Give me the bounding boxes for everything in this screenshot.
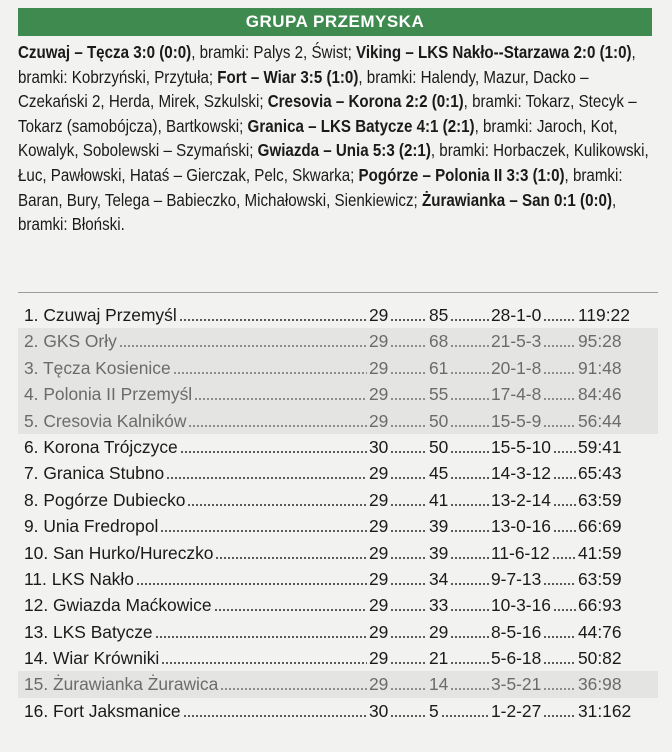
dot-leader xyxy=(441,715,489,717)
table-row xyxy=(18,566,658,592)
points: 68 xyxy=(429,331,449,352)
win-draw-loss: 1-2-27 xyxy=(491,700,542,721)
games-played: 29 xyxy=(369,410,389,431)
table-row xyxy=(18,328,658,354)
dot-leader xyxy=(543,372,576,374)
dot-leader xyxy=(390,372,427,374)
team-name: 15. Żurawianka Żurawica xyxy=(24,674,219,695)
points: 50 xyxy=(429,436,449,457)
games-played: 29 xyxy=(369,384,389,405)
standings-table xyxy=(18,302,658,724)
dot-leader xyxy=(179,319,367,321)
dot-leader xyxy=(215,557,367,559)
match-score: Żurawianka – San 0:1 (0:0) xyxy=(421,189,613,210)
points: 85 xyxy=(429,305,449,325)
dot-leader xyxy=(543,583,576,585)
dot-leader xyxy=(553,530,576,532)
points: 55 xyxy=(429,384,449,405)
table-row xyxy=(18,381,658,407)
match-score: Czuwaj – Tęcza 3:0 (0:0) xyxy=(18,42,192,62)
games-played: 29 xyxy=(369,463,389,484)
dot-leader xyxy=(183,715,367,717)
team-name: 1. Czuwaj Przemyśl xyxy=(24,305,177,325)
table-row xyxy=(18,619,658,645)
win-draw-loss: 13-2-14 xyxy=(491,489,551,510)
team-name: 6. Korona Trójczyce xyxy=(24,436,178,457)
dot-leader xyxy=(450,451,489,453)
win-draw-loss: 15-5-10 xyxy=(491,436,551,457)
dot-leader xyxy=(450,636,489,638)
match-score: Fort – Wiar 3:5 (1:0) xyxy=(217,66,359,87)
win-draw-loss: 13-0-16 xyxy=(491,516,551,537)
dot-leader xyxy=(450,477,489,479)
dot-leader xyxy=(543,715,576,717)
table-row xyxy=(18,487,658,513)
dot-leader xyxy=(390,688,427,690)
dot-leader xyxy=(166,477,367,479)
table-row xyxy=(18,302,658,328)
games-played: 29 xyxy=(369,489,389,510)
dot-leader xyxy=(450,372,489,374)
table-row xyxy=(18,540,658,566)
dot-leader xyxy=(543,398,576,400)
match-scorers: , bramki: Kobrzyński, Przytuła; xyxy=(18,42,636,87)
match-scorers: , bramki: Jaroch, Kot, Kowalyk, Sobolewski – Szymański; xyxy=(18,115,618,161)
team-name: 3. Tęcza Kosienice xyxy=(24,357,171,378)
dot-leader xyxy=(543,688,576,690)
games-played: 29 xyxy=(369,305,389,325)
goal-ratio: 56:44 xyxy=(578,410,622,431)
match-score: Pogórze – Polonia II 3:3 (1:0) xyxy=(358,164,565,185)
table-row xyxy=(18,355,658,381)
dot-leader xyxy=(553,477,576,479)
match-scorers: , bramki: Palys 2, Świst; xyxy=(191,42,357,62)
goal-ratio: 44:76 xyxy=(578,621,622,642)
dot-leader xyxy=(450,345,489,347)
team-name: 13. LKS Batycze xyxy=(24,621,153,642)
goal-ratio: 95:28 xyxy=(578,331,622,352)
points: 39 xyxy=(429,542,449,563)
goal-ratio: 65:43 xyxy=(578,463,622,484)
goal-ratio: 63:59 xyxy=(578,568,622,589)
dot-leader xyxy=(188,425,367,427)
dot-leader xyxy=(543,636,576,638)
games-played: 29 xyxy=(369,542,389,563)
dot-leader xyxy=(450,557,489,559)
games-played: 30 xyxy=(369,700,389,721)
match-scorers: , bramki: Tokarz, Stecyk – Tokarz (samobójcza), Bartkowski; xyxy=(18,91,637,136)
match-score: Gwiazda – Unia 5:3 (2:1) xyxy=(257,140,431,161)
dot-leader xyxy=(390,662,427,664)
points: 34 xyxy=(429,568,449,589)
team-name: 7. Granica Stubno xyxy=(24,463,165,484)
dot-leader xyxy=(543,662,576,664)
match-scorers: , bramki: Horbaczek, Kulikowski, Łuc, Pawłowski, Hataś – Gierczak, Pelc, Skwarka; xyxy=(18,140,649,185)
table-row xyxy=(18,671,658,697)
dot-leader xyxy=(214,609,367,611)
goal-ratio: 50:82 xyxy=(578,648,622,669)
win-draw-loss: 20-1-8 xyxy=(491,357,542,378)
team-name: 14. Wiar Krówniki xyxy=(24,648,160,669)
dot-leader xyxy=(552,557,576,559)
dot-leader xyxy=(543,425,576,427)
dot-leader xyxy=(553,609,576,611)
dot-leader xyxy=(220,688,367,690)
win-draw-loss: 10-3-16 xyxy=(491,595,551,616)
table-row xyxy=(18,698,658,724)
dot-leader xyxy=(390,504,427,506)
win-draw-loss: 5-6-18 xyxy=(491,648,542,669)
dot-leader xyxy=(553,451,576,453)
points: 45 xyxy=(429,463,449,484)
dot-leader xyxy=(450,398,489,400)
games-played: 29 xyxy=(369,621,389,642)
dot-leader xyxy=(390,345,427,347)
games-played: 29 xyxy=(369,595,389,616)
points: 50 xyxy=(429,410,449,431)
table-row xyxy=(18,645,658,671)
goal-ratio: 66:93 xyxy=(578,595,622,616)
dot-leader xyxy=(450,319,489,321)
dot-leader xyxy=(173,372,367,374)
goal-ratio: 59:41 xyxy=(578,436,622,457)
dot-leader xyxy=(553,504,576,506)
win-draw-loss: 28-1-0 xyxy=(491,305,542,325)
dot-leader xyxy=(155,636,367,638)
table-row xyxy=(18,434,658,460)
match-scorers: , bramki: Baran, Bury, Telega – Babieczko, Michałowski, Sienkiewicz; xyxy=(18,164,623,210)
dot-leader xyxy=(136,583,367,585)
team-name: 12. Gwiazda Maćkowice xyxy=(24,595,212,616)
dot-leader xyxy=(161,662,367,664)
group-title: GRUPA PRZEMYSKA xyxy=(245,12,425,31)
dot-leader xyxy=(543,319,576,321)
points: 21 xyxy=(429,648,449,669)
table-row xyxy=(18,592,658,618)
dot-leader xyxy=(390,425,427,427)
match-score: Cresovia – Korona 2:2 (0:1) xyxy=(267,91,464,112)
match-scorers: , bramki: Halendy, Mazur, Dacko – Czekański 2, Herda, Mirek, Szkulski; xyxy=(18,66,589,112)
match-results xyxy=(18,40,658,237)
table-row xyxy=(18,460,658,486)
dot-leader xyxy=(450,609,489,611)
dot-leader xyxy=(194,398,367,400)
dot-leader xyxy=(390,530,427,532)
dot-leader xyxy=(180,451,367,453)
match-score: Granica – LKS Batycze 4:1 (2:1) xyxy=(247,115,475,136)
points: 41 xyxy=(429,489,449,510)
dot-leader xyxy=(390,715,427,717)
games-played: 29 xyxy=(369,357,389,378)
dot-leader xyxy=(390,477,427,479)
dot-leader xyxy=(450,504,489,506)
games-played: 29 xyxy=(369,568,389,589)
dot-leader xyxy=(450,583,489,585)
dot-leader xyxy=(450,662,489,664)
team-name: 5. Cresovia Kalników xyxy=(24,410,187,431)
games-played: 29 xyxy=(369,516,389,537)
win-draw-loss: 3-5-21 xyxy=(491,674,542,695)
points: 5 xyxy=(429,700,439,721)
dot-leader xyxy=(187,504,367,506)
goal-ratio: 84:46 xyxy=(578,384,622,405)
goal-ratio: 66:69 xyxy=(578,516,622,537)
team-name: 2. GKS Orły xyxy=(24,331,117,352)
dot-leader xyxy=(390,451,427,453)
match-scorers: , bramki: Błoński. xyxy=(18,189,617,235)
points: 33 xyxy=(429,595,449,616)
points: 39 xyxy=(429,516,449,537)
team-name: 11. LKS Nakło xyxy=(24,568,134,589)
games-played: 29 xyxy=(369,648,389,669)
dot-leader xyxy=(543,345,576,347)
goal-ratio: 91:48 xyxy=(578,357,622,378)
dot-leader xyxy=(450,425,489,427)
dot-leader xyxy=(390,583,427,585)
points: 14 xyxy=(429,674,449,695)
team-name: 16. Fort Jaksmanice xyxy=(24,700,181,721)
table-row xyxy=(18,513,658,539)
games-played: 29 xyxy=(369,331,389,352)
dot-leader xyxy=(450,530,489,532)
dot-leader xyxy=(450,688,489,690)
section-divider xyxy=(18,292,658,293)
team-name: 10. San Hurko/Hureczko xyxy=(24,542,214,563)
win-draw-loss: 9-7-13 xyxy=(491,568,542,589)
dot-leader xyxy=(119,345,367,347)
goal-ratio: 41:59 xyxy=(578,542,622,563)
points: 29 xyxy=(429,621,449,642)
points: 61 xyxy=(429,357,449,378)
win-draw-loss: 21-5-3 xyxy=(491,331,542,352)
games-played: 29 xyxy=(369,674,389,695)
team-name: 8. Pogórze Dubiecko xyxy=(24,489,186,510)
goal-ratio: 31:162 xyxy=(578,700,632,721)
group-header xyxy=(18,8,652,36)
win-draw-loss: 14-3-12 xyxy=(491,463,551,484)
dot-leader xyxy=(390,636,427,638)
win-draw-loss: 17-4-8 xyxy=(491,384,542,405)
team-name: 9. Unia Fredropol xyxy=(24,516,159,537)
goal-ratio: 63:59 xyxy=(578,489,622,510)
goal-ratio: 119:22 xyxy=(578,305,630,325)
win-draw-loss: 11-6-12 xyxy=(491,542,550,563)
dot-leader xyxy=(160,530,367,532)
games-played: 30 xyxy=(369,436,389,457)
table-row xyxy=(18,408,658,434)
dot-leader xyxy=(390,319,427,321)
match-score: Viking – LKS Nakło--Starzawa 2:0 (1:0) xyxy=(356,42,632,62)
dot-leader xyxy=(390,398,427,400)
dot-leader xyxy=(390,609,427,611)
dot-leader xyxy=(390,557,427,559)
win-draw-loss: 8-5-16 xyxy=(491,621,542,642)
team-name: 4. Polonia II Przemyśl xyxy=(24,384,193,405)
win-draw-loss: 15-5-9 xyxy=(491,410,542,431)
goal-ratio: 36:98 xyxy=(578,674,622,695)
